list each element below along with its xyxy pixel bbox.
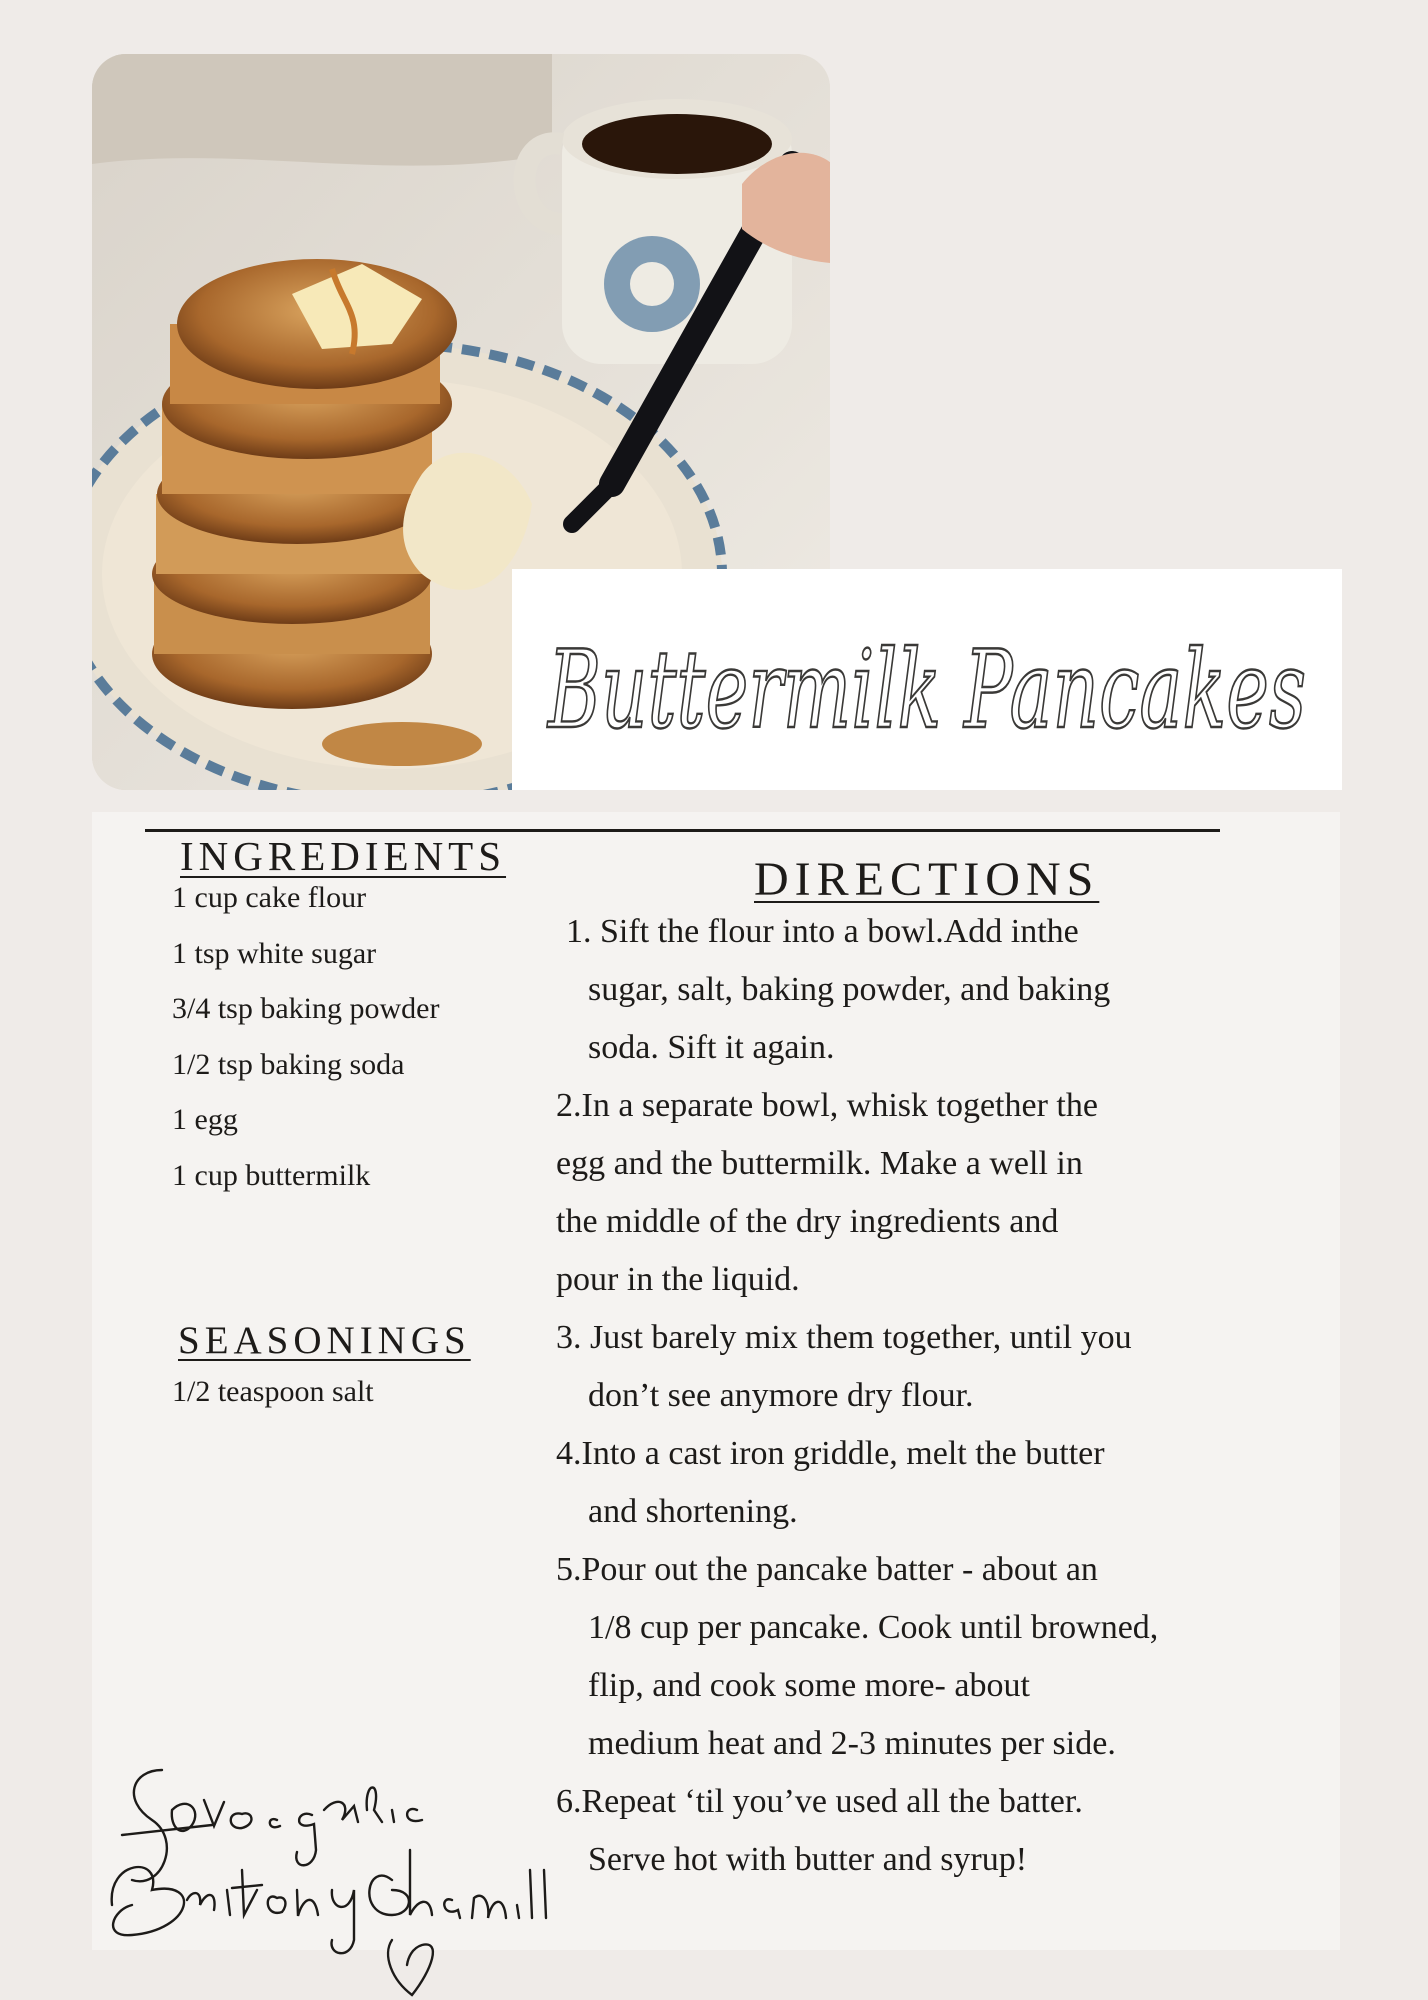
direction-line: medium heat and 2-3 minutes per side.	[588, 1725, 1116, 1762]
direction-line: 5.Pour out the pancake batter - about an	[556, 1551, 1098, 1588]
direction-line: don’t see anymore dry flour.	[588, 1377, 974, 1414]
seasonings-heading: SEASONINGS	[178, 1319, 471, 1362]
direction-line: 6.Repeat ‘til you’ve used all the batter.	[556, 1783, 1083, 1820]
signature-drawing	[92, 1740, 552, 2000]
direction-line: egg and the buttermilk. Make a well in	[556, 1145, 1083, 1182]
ingredient-item: 1 tsp white sugar	[172, 936, 377, 970]
direction-line: the middle of the dry ingredients and	[556, 1203, 1059, 1240]
direction-line: 4.Into a cast iron griddle, melt the butter	[556, 1435, 1105, 1472]
ingredients-list	[172, 875, 439, 1208]
ingredient-item: 1 egg	[172, 1103, 238, 1136]
direction-line: pour in the liquid.	[556, 1261, 800, 1298]
ingredient-item: 3/4 tsp baking powder	[172, 992, 440, 1025]
direction-line: sugar, salt, baking powder, and baking	[588, 971, 1111, 1008]
direction-line: soda. Sift it again.	[588, 1029, 835, 1066]
direction-line: 1. Sift the flour into a bowl.Add inthe	[566, 913, 1079, 950]
seasonings-list	[172, 1370, 374, 1414]
title-script	[512, 569, 1342, 790]
recipe-title: Buttermilk Pancakes	[546, 628, 1306, 753]
direction-line: and shortening.	[588, 1493, 798, 1530]
direction-line: 1/8 cup per pancake. Cook until browned,	[588, 1609, 1159, 1646]
direction-line: Serve hot with butter and syrup!	[588, 1841, 1028, 1878]
direction-line: 2.In a separate bowl, whisk together the	[556, 1087, 1098, 1124]
direction-line: 3. Just barely mix them together, until you	[556, 1319, 1132, 1356]
ingredients-heading: INGREDIENTS	[180, 833, 507, 879]
ingredient-item: 1/2 tsp baking soda	[172, 1047, 405, 1081]
direction-line: flip, and cook some more- about	[588, 1667, 1030, 1704]
seasoning-item: 1/2 teaspoon salt	[172, 1375, 374, 1408]
ingredient-item: 1 cup buttermilk	[172, 1158, 371, 1192]
title-card	[512, 569, 1342, 790]
directions-heading: DIRECTIONS	[754, 853, 1100, 906]
ingredient-item: 1 cup cake flour	[172, 881, 367, 914]
